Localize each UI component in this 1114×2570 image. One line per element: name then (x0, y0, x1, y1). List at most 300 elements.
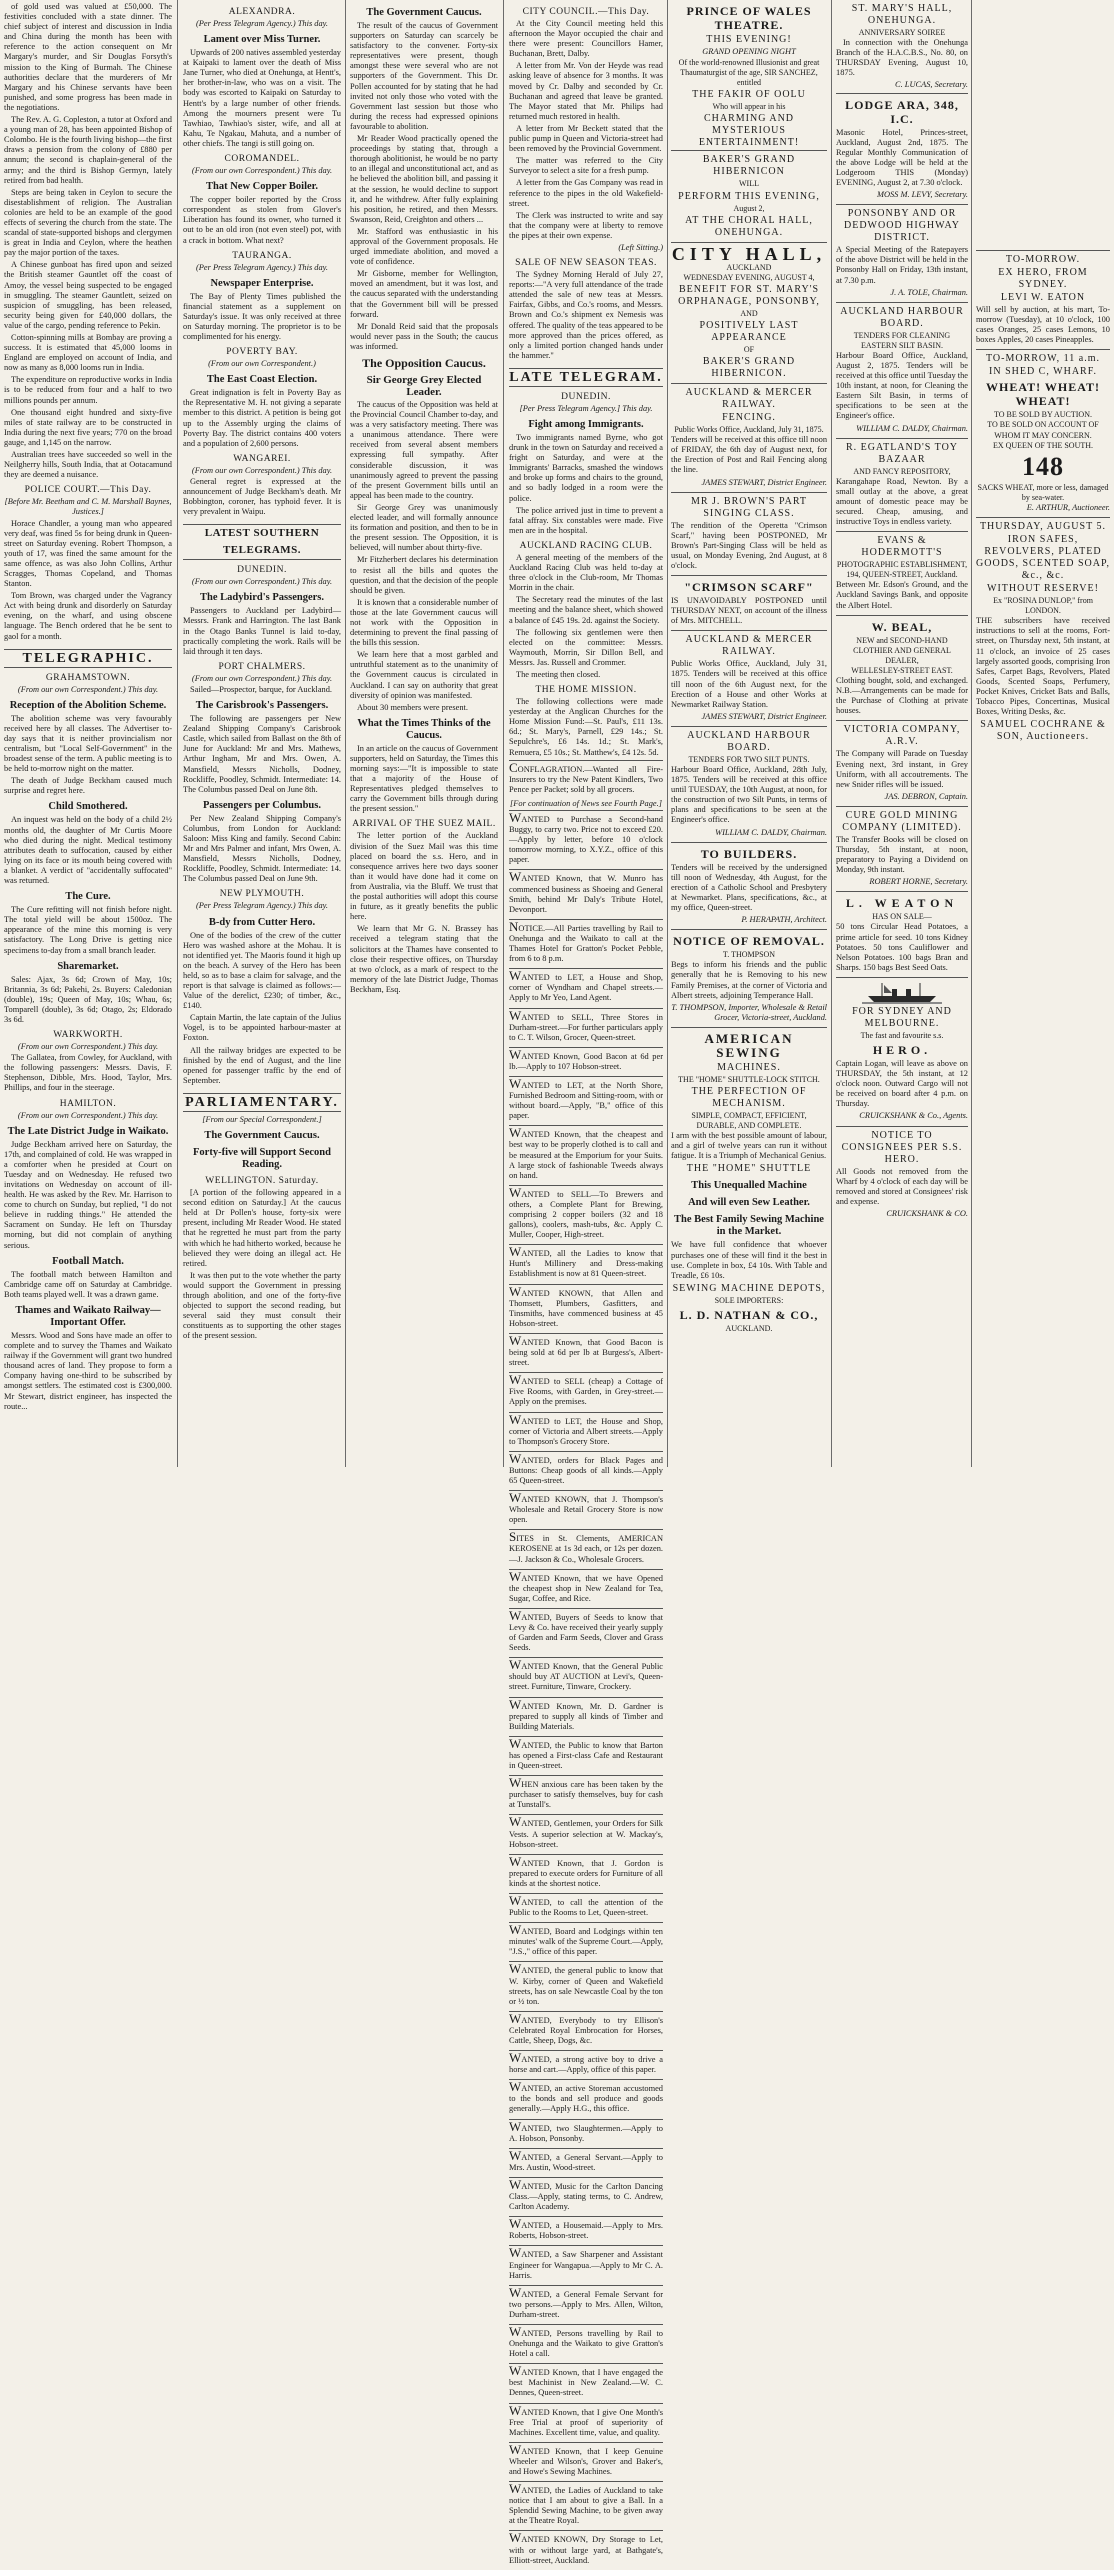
ad-line: The Best Family Sewing Machine in the Market. (674, 1214, 824, 1238)
ad-title: AUCKLAND & MERCER RAILWAY. (685, 634, 813, 658)
classified-ad (509, 919, 663, 968)
ad-text: I arm with the best possible amount of labour, and a girl of twelve years can run it without fatigue. It is a Triumph of Mechanical Genius. (671, 1131, 827, 1161)
ad-text: Will sell by auction, at his mart, To-morrow (Tuesday), at 10 o'clock, 100 cases Oranges, 25 cases Lemons, 10 boxes Apples, 20 cases Pineapples. (976, 305, 1110, 345)
ad-text: All Goods not removed from the Wharf by 4 o'clock of each day will be removed and stored at Consignees' risk and expense. (836, 1166, 968, 1206)
ad-signature: WILLIAM C. DALDY, Chairman. (856, 423, 968, 433)
ad-line: Who will appear in his (712, 102, 786, 112)
paragraph: Mr. Stafford was enthusiastic in his approval of the Government proposals. He urged immediate abolition, and moved a vote of confidence. (350, 226, 498, 267)
paragraph: The meeting then closed. (516, 669, 601, 679)
story-headline: The Government Caucus. (366, 7, 482, 18)
ad-text: WANTED to LET, the House and Shop, corner of Victoria and Albert streets.—Apply to Thompson's Grocery Store. (509, 1411, 663, 1446)
paragraph: We learn that Mr G. N. Brassey has received a telegram stating that the solicitors at the Thames have consented to close their respective offices, on Thursday at two o'clock, as a mark of respect to the memory of the late District Judge, Thomas Beckham, Esq. (350, 924, 498, 994)
paragraph: One of the bodies of the crew of the cutter Hero was washed ashore at the Mohau. It is not identified yet. The Maoris found it high up on the beach. A survey of the Hero has been held, so as to base a claim for salvage, and the report is that salvage is claimed as follows:—Value of the derelict, £230; of timber, &c., £140. (183, 930, 341, 1011)
ad-text: WANTED, the Ladies of Auckland to take notice that I am about to give a Ball. In a Splendid Sewing Machine, to be given away at the Theatre Royal. (509, 2481, 663, 2526)
ad-line: THURSDAY, AUGUST 5. (979, 521, 1107, 533)
paragraph: Captain Martin, the late captain of the Julius Vogel, is to be appointed harbour-master at Foxton. (183, 1013, 341, 1043)
lodge-ad (836, 93, 968, 205)
story-headline: The Carisbrook's Passengers. (195, 700, 329, 712)
paragraph: Great indignation is felt in Poverty Bay as the Representative M. H. not giving a separate member to this district. A petition is being got up to the Assembly urging the claims of Poverty Bay. The district contains 400 voters and a population of 2,600 persons. (183, 388, 341, 448)
paragraph: Upwards of 200 natives assembled yesterday at Kaipaki to lament over the death of Miss Jane Turner, who died at Onehunga, at Hentt's, her brother-in-law, who was on a visit. The body was escorted to Kaipaki on Saturday to Hentt's by a large number of other friends. Among the mourners present were Tu Tawhiao, Tawhiao's sister, wife, and all at Kahu, Te Ngakau, Mahuta, and a number of other chiefs. The tangi is still going on. (183, 48, 341, 148)
classified-ad (509, 1775, 663, 1814)
section-heading: ARRIVAL OF THE SUEZ MAIL. (352, 819, 496, 830)
ad-text: WANTED, a strong active boy to drive a horse and cart.—Apply, office of this paper. (509, 2050, 663, 2075)
city-hall-ad (671, 242, 827, 383)
story-headline: Fight among Immigrants. (528, 419, 644, 430)
ad-text: Clothing bought, sold, and exchanged. N.B.—Arrangements can be made for the Purchase of Clothing at private houses. (836, 676, 968, 716)
ad-line: WILL (739, 179, 759, 189)
ad-text: The Company will Parade on Tuesday Evening next, 3rd instant, in Grey Uniform, with all accoutrements. The new Snider rifles will be issued. (836, 749, 968, 789)
section-heading: NEW PLYMOUTH. (219, 889, 305, 900)
ad-line: IRON SAFES, REVOLVERS, PLATED GOODS, SCENTED SOAP, &c., &c. (976, 534, 1110, 582)
ad-text: NOTICE.—All Parties travelling by Rail to Onehunga and the Waikato to call at the Thames Hotel for Gratton's Pocket Pebble, from 6 to 8 p.m. (509, 918, 663, 964)
ad-text: WANTED, all the Ladies to know that Hunt's Millinery and Dress-making Establishment is now at 81 Queen-street. (509, 1244, 663, 1279)
classified-ad (509, 1412, 663, 1451)
paragraph: At the City Council meeting held this afternoon the Mayor occupied the chair and there were present: Councillors Hamer, Buchanan, Brett, Dalby. (509, 19, 663, 59)
ad-title: NOTICE TO CONSIGNEES PER S.S. HERO. (841, 1129, 963, 1165)
builders-ad (671, 842, 827, 930)
sewing-machine-ad (671, 1027, 827, 1336)
story-headline: Sir George Grey Elected Leader. (366, 374, 482, 398)
paragraph: The police arrived just in time to prevent a fatal affray. Six constables were made. Five men are in the hospital. (509, 505, 663, 535)
classified-ad (509, 1125, 663, 1184)
story-headline: What the Times Thinks of the Caucus. (357, 717, 491, 741)
classified-ad (509, 1372, 663, 1411)
ad-title: "CRIMSON SCARF" (684, 580, 814, 595)
ad-line: 148 (1022, 451, 1064, 481)
paragraph: Sailed—Prospector, barque, for Auckland. (190, 684, 333, 694)
ad-line: PHOTOGRAPHIC ESTABLISHMENT, (836, 560, 968, 570)
theatre-title: PRINCE OF WALES THEATRE. (686, 4, 812, 32)
paragraph: Passengers to Auckland per Ladybird—Messrs. Frank and Harrington. The last Bank in the Otago Banks Tunnel is laid to-day, practically completing the work. Rails will be laid through it ten days. (183, 606, 341, 656)
toy-bazaar-ad (836, 438, 968, 532)
ad-line: CHARMING AND MYSTERIOUS ENTERTAINMENT! (698, 113, 800, 149)
ad-line: WHEAT! WHEAT! WHEAT! (985, 380, 1100, 409)
story-headline: Sharemarket. (57, 960, 119, 972)
ad-line: And will even Sew Leather. (688, 1197, 810, 1209)
ad-text: WANTED, the Public to know that Barton has opened a First-class Cafe and Restaurant in Queen-street. (509, 1735, 663, 1771)
ad-text: Harbour Board Office, Auckland, 28th July, 1875. Tenders will be received at this office until TUESDAY, the 10th August, at noon, for the construction of two Silt Punts, in terms of plans and specifications to be seen at the Engineer's office. (671, 765, 827, 825)
clothier-ad (836, 615, 968, 721)
ad-line: TO-MORROW, 11 a.m. (985, 353, 1101, 365)
ad-text: WANTED Known, that I keep Genuine Wheeler and Wilson's, Grover and Baker's, and Howe's Sewing Machines. (509, 2441, 663, 2476)
paragraph: Cotton-spinning mills at Bombay are proving a success. It is estimated that 45,000 looms in England are employed on account of India, and now as many as 8,000 looms run in India. (4, 333, 172, 373)
ad-line: AT THE CHORAL HALL, ONEHUNGA. (685, 214, 813, 238)
ad-line: This Unequalled Machine (691, 1180, 807, 1192)
paragraph: The Secretary read the minutes of the last meeting and the balance sheet, which showed a balance of £45 19s. 2d. against the Society. (509, 595, 663, 625)
classified-ad (509, 2363, 663, 2402)
ad-line: HERO. (872, 1043, 932, 1057)
ad-text: WANTED, Buyers of Seeds to know that Levy & Co. have received their yearly supply of Garden and Farm Seeds, Clover and Grass Seeds. (509, 1607, 663, 1653)
section-heading: WARKWORTH. (53, 1030, 123, 1041)
ad-text: WANTED Known, Good Bacon at 6d per lb.—Apply to 107 Hobson-street. (509, 1046, 663, 1071)
classified-ad (509, 1736, 663, 1775)
ad-line: AND FANCY REPOSITORY, (853, 466, 951, 476)
section-subheading: (From our own Correspondent.) This day. (191, 673, 333, 683)
ad-title: R. EGATLAND'S TOY BAZAAR (845, 441, 959, 465)
paragraph: Two immigrants named Byrne, who got drunk in the town on Saturday and received a fright on Saturday, and were at the Immigrants' Barracks, smashed the windows and broke up forms and chairs to the ground, and so badly lodged in a room were the police. (509, 433, 663, 503)
ad-title: AMERICAN SEWING (704, 1030, 794, 1060)
section-subheading: (From our own Correspondent.) This day. (17, 1042, 159, 1052)
ad-line: OF (743, 344, 755, 354)
section-subheading: [From our Special Correspondent.] (202, 1114, 322, 1124)
ad-title: AUCKLAND HARBOUR BOARD. (840, 305, 964, 329)
classified-ad (509, 1697, 663, 1736)
paragraph: Mr Reader Wood practically opened the proceedings by stating that, through a thorough abolitionist, he would be no party to an illegal and unconstitutional act, and as he believed the abolition bill, and passing it at the session, he would decline to support it, and he withdrew. After fully explaining his position, he retired, and then Messrs. Swanson, Reid, Creighton and others ... (350, 134, 498, 224)
paragraph: Steps are being taken in Ceylon to secure the disestablishment of religion. The Australian colonies are held to be an example of the good effects of severing the church from the state. The scandal of state-supported bishops and clergymen is great in India and Ceylon, where the heathen pay the major portion of the taxes. (4, 187, 172, 258)
story-headline: Thames and Waikato Railway—Important Offer. (15, 1304, 161, 1328)
classified-ad (509, 1490, 663, 1529)
ad-line: HAS ON SALE— (872, 912, 932, 922)
paragraph: The Clerk was instructed to write and say that the company were at liberty to remove the pipes at their own expense. (509, 210, 663, 240)
column-7 (976, 2, 1110, 1464)
story-headline: Lament over Miss Turner. (203, 34, 321, 46)
section-subheading: (From our own Correspondent.) This day. (191, 465, 333, 475)
section-subheading: (Per Press Telegram Agency.) This day. (195, 19, 329, 28)
classified-ad (509, 2403, 663, 2442)
ad-line: TENDERS FOR CLEANING EASTERN SILT BASIN. (853, 330, 951, 350)
ad-line: THIS EVENING! (706, 34, 792, 45)
ad-line: THE PERFECTION OF MECHANISM. (691, 1085, 807, 1109)
ad-line: AUCKLAND (726, 262, 772, 272)
ad-text: WANTED, Board and Lodgings within ten minutes' walk of the Supreme Court.—Apply, "J.S.," office of this paper. (509, 1922, 663, 1957)
crimson-scarf-ad (671, 575, 827, 630)
paragraph: It is known that a considerable number of those at the late Government caucus will not work with the Opposition in determining to prevent the final passing of the bills this session. (350, 597, 498, 648)
ad-signature: JAMES STEWART, District Engineer. (701, 711, 827, 721)
ad-signature: E. ARTHUR, Auctioneer. (1026, 502, 1110, 512)
ad-text: Public Works Office, Auckland, July 31, 1875. Tenders will be received at this office till noon of the 6th August next, for the Erection of a House and other Works at Newmarket Railway Station. (671, 659, 827, 709)
paragraph: Tom Brown, was charged under the Vagrancy Act with being drunk and disorderly on Saturday evening, on the wharf, and using obscene language. The Bench ordered that he be sent to gaol for a month. (4, 591, 172, 641)
paragraph: Mr Fitzherbert declares his determination to resist all the bills and quotes the question, and that the decision of the people should be given. (350, 555, 498, 595)
section-heading: DUNEDIN. (237, 565, 287, 576)
ad-text: WANTED to SELL—To Brewers and others, a Complete Plant for Brewing, comprising 2 copper boilers (32 and 18 gallons), coolers, mash-tubs, &c. Apply C. Muller, Cooper, High-street. (509, 1184, 663, 1240)
section-heading: AUCKLAND RACING CLUB. (519, 540, 653, 551)
ad-signature: J. A. TOLE, Chairman. (890, 287, 968, 297)
story-headline: The East Coast Election. (206, 374, 318, 386)
classified-ad (509, 1893, 663, 1922)
ad-line: POSITIVELY LAST APPEARANCE (699, 319, 799, 343)
telegraphic-heading: TELEGRAPHIC. (4, 649, 172, 668)
ad-signature: P. HERAPATH, Architect. (741, 915, 827, 925)
ad-text: Harbour Board Office, Auckland, August 2, 1875. Tenders will be received at this office until Tuesday the 10th instant, at noon, for Cleaning the Eastern Silt Basin, in terms of specifications to be seen at the Engineer's office. (836, 350, 968, 421)
ad-text: WANTED Known, that the cheapest and best way to be properly clothed is to call and be measured at the Emporium for your Suits. A large stock of fashionable Tweeds always on hand. (509, 1125, 663, 1180)
section-heading: CITY COUNCIL.—This Day. (522, 7, 650, 17)
photographic-ad (836, 531, 968, 614)
paragraph: A letter from Mr Beckett stated that the public pump in Queen and Victoria-street had been removed by the Provincial Government. (509, 123, 663, 154)
paragraph: Mr Donald Reid said that the proposals would never pass in the South; the caucus was informed. (350, 321, 498, 351)
ad-title: AUCKLAND & MERCER RAILWAY. (685, 387, 813, 411)
ad-line: FENCING. (722, 412, 776, 424)
ad-text: CONFLAGRATION.—Wanted all Fire-Insurers to try the New Patent Kindlers, Two Pence per Packet; sold by all grocers. (509, 759, 663, 794)
ad-signature: CRUICKSHANK & CO. (886, 1208, 968, 1218)
ad-text: WANTED KNOWN, that Allen and Thomsett, Plumbers, Gasfitters, and Tinsmiths, have commenced business at 45 Hobson-street. (509, 1283, 663, 1328)
classified-ad (509, 1569, 663, 1608)
parliamentary-heading: PARLIAMENTARY. (183, 1093, 341, 1112)
ad-text: WANTED to SELL (cheap) a Cottage of Five Rooms, with Garden, in Grey-street.—Apply on the premises. (509, 1372, 663, 1407)
volunteer-company-ad (836, 720, 968, 805)
classified-ad (509, 2119, 663, 2148)
harbour-board-ad (836, 302, 968, 438)
ad-text: Karangahape Road, Newton. By a small outlay at the above, a great amount of domestic peace may be secured. Cheap, amusing, and instructive Toys in endless variety. (836, 476, 968, 527)
ad-text: We have full confidence that whoever purchases one of these will find it the best in use. Complete in box, £4 10s. With Table and Treadle, £6 10s. (671, 1240, 827, 1280)
story-headline: The Ladybird's Passengers. (200, 592, 324, 604)
ad-line: Public Works Office, Auckland, July 31, 1875. (674, 425, 824, 435)
ad-line: THE "HOME" SHUTTLE (686, 1163, 812, 1175)
section-heading: DUNEDIN. (561, 391, 611, 402)
ad-text: WHEN anxious care has been taken by the purchaser to satisfy themselves, buy for cash at Tunstall's. (509, 1775, 663, 1810)
paragraph: All the railway bridges are expected to be finished by the end of August, and the line opened for passenger traffic by the end of September. (183, 1045, 341, 1085)
column-3 (350, 2, 498, 1464)
section-heading: SALE OF NEW SEASON TEAS. (515, 258, 657, 269)
ad-text: Between Mr. Edson's Ground, and the Auckland Savings Bank, and opposite the Albert Hotel. (836, 580, 968, 610)
paragraph: It was then put to the vote whether the party would support the Government in pressing through abolition, and one of the forty-five objected to support the second reading, but several said they must consult their constituents as to supporting the other stages of the present session. (183, 1270, 341, 1341)
ad-text: WANTED, two Slaughtermen.—Apply to A. Hobson, Ponsonby. (509, 2118, 663, 2143)
ad-line: TO-MORROW. (1005, 254, 1081, 265)
column-rule (831, 0, 832, 1467)
section-heading: GRAHAMSTOWN. (45, 672, 131, 683)
paragraph: Australian trees have succeeded so well in the Neilgherry hills, South India, that at Ootacamund they are deemed a nuisance. (4, 450, 172, 480)
left-sitting-note: (Left Sitting.) (618, 242, 663, 252)
ad-text: Tenders will be received by the undersigned till noon of Wednesday, 4th August, for the erection of a Catholic School and Presbytery at Newmarket. Plans, specifications, &c., at my office, Queen-street. (671, 862, 827, 913)
ad-text: WANTED, a Housemaid.—Apply to Mrs. Roberts, Hobson-street. (509, 2216, 663, 2241)
ad-text: WANTED Known, Mr. D. Gardner is prepared to supply all kinds of Timber and Building Materials. (509, 1696, 663, 1731)
auction-ad (976, 250, 1110, 349)
paragraph: A general meeting of the members of the Auckland Racing Club was held to-day at three o'clock in the Club-room, Mr Thomas Morrin in the chair. (509, 552, 663, 593)
ad-text: WANTED to Purchase a Second-hand Buggy, to carry two. Price not to exceed £20.—Apply by letter, before 10 o'clock tomorrow morning, to X.Y.Z., office of this paper. (509, 810, 663, 865)
section-heading: TAURANGA. (232, 250, 292, 261)
ad-title: VICTORIA COMPANY, A.R.V. (843, 724, 961, 748)
ad-signature: JAMES STEWART, District Engineer. (701, 477, 827, 487)
singing-class-ad (671, 492, 827, 575)
ad-text: WANTED KNOWN, that J. Thompson's Wholesale and Retail Grocery Store is now open. (509, 1490, 663, 1525)
paragraph: The caucus of the Opposition was held at the Provincial Council Chamber to-day, and was a very satisfactory meeting. There was a unanimous attendance. There were received from several absent members expressing full sympathy. After considerable discussion, it was unanimously agreed to prevent the passing of the present Government bills until an appeal has been made to the country. (350, 400, 498, 500)
baker-ad (671, 150, 827, 241)
ad-signature: CRUICKSHANK & Co., Agents. (859, 1111, 968, 1121)
ad-line: BENEFIT FOR ST. MARY'S ORPHANAGE, PONSONBY, (678, 283, 820, 307)
paragraph: Mr Gisborne, member for Wellington, moved an amendment, but it was lost, and the caucus separated with the understanding that the Government bill will be pressed forward. (350, 269, 498, 319)
ad-line: WITHOUT RESERVE! (987, 583, 1099, 595)
ad-text: WANTED, a Saw Sharpener and Assistant Engineer for Wangapua.—Apply to Mr C. A. Harris. (509, 2245, 663, 2280)
paragraph: A letter from Mr. Von der Heyde was read asking leave of absence for 3 months. It was moved by Cr. Dalby and seconded by Cr. Buchanan and agreed that leave be granted. The Mayor stated that Mr. Philips had returned much restored in health. (509, 61, 663, 121)
classified-ad (509, 968, 663, 1007)
paragraph: We learn here that a most garbled and untruthful statement as to the unanimity of the Government caucus is circulated in Auckland. I can say on authority that great diversity of opinion was manifested. (350, 650, 498, 700)
paragraph: About 30 members were present. (357, 702, 468, 712)
ad-line: BAKER'S GRAND HIBERNICON. (702, 356, 796, 380)
ad-text: Begs to inform his friends and the public generally that he is Removing to his new Family Premises, at the corner of Victoria and Albert streets, adjoining Temperance Hall. (671, 960, 827, 1000)
story-headline: Passengers per Columbus. (203, 799, 321, 811)
paragraph: The copper boiler reported by the Cross correspondent as stolen from Glover's Liberation has found its owner, who turned it out to be an old iron (not even steel) pot, with a crack in bottom. What next? (183, 195, 341, 245)
story-headline: The Government Caucus. (204, 1130, 320, 1142)
classified-ad (509, 810, 663, 869)
paragraph: General regret is expressed at the announcement of Judge Beckham's death. Mr Bobbington, coroner, has typhoid fever. It is very prevalent in Waipu. (183, 476, 341, 517)
classified-ad (509, 1608, 663, 1657)
ad-text: Masonic Hotel, Princes-street, Auckland, August 2nd, 1875. The Regular Monthly Communication of the above Lodge will be held at the Lodgeroom THIS (Monday) EVENING, August 2, at 7.30 o'clock. (836, 127, 968, 188)
classified-ad (509, 2245, 663, 2284)
ad-line: IN SHED C, WHARF. (989, 366, 1097, 378)
story-headline: The Cure. (65, 891, 111, 903)
paragraph: The following are passengers per New Zealand Shipping Company's Carisbrook Castle, which sailed from Ballast on the 8th of June for Auckland: Mr and Mrs. Mathews, Arthur Ingham, Mr and Mrs. Owen, A. Mansfield, Messrs Nicholls, Dodney, Rockliffe, Poodley, Schmidt. Intermediate: 14. The Columbus passed Deal on June 8th. (183, 714, 341, 794)
ad-title: AUCKLAND HARBOUR BOARD. (687, 729, 811, 753)
ad-line: PERFORM THIS EVENING, (678, 190, 820, 202)
ad-title: LODGE ARA, 348, I.C. (845, 97, 959, 126)
ad-text: WANTED, Music for the Carlton Dancing Class.—Apply, stating terms, to C. Andrew, Carlton Academy. (509, 2176, 663, 2212)
ad-line: Of the world-renowned Illusionist and great Thaumaturgist of the age, SIR SANCHEZ, entitled (678, 58, 820, 88)
column-2 (183, 2, 341, 1464)
ad-text: WANTED Known, that we have Opened the cheapest shop in New Zealand for Tea, Sugar, Coffee, and Rice. (509, 1568, 663, 1603)
story-headline: The Late District Judge in Waikato. (7, 1125, 169, 1137)
section-heading: THE HOME MISSION. (535, 685, 637, 696)
ad-line: SEWING MACHINE DEPOTS, (672, 1282, 826, 1294)
classified-ad (509, 2050, 663, 2079)
steamer-ad (836, 977, 968, 1126)
section-heading: POLICE COURT.—This Day. (24, 485, 152, 496)
ad-text: WANTED, a General Servant.—Apply to Mrs. Austin, Wood-street. (509, 2147, 663, 2172)
column-rule (667, 0, 668, 1467)
highway-district-ad (836, 204, 968, 301)
classified-ad (509, 1854, 663, 1893)
ad-text: A Special Meeting of the Ratepayers of the above District will be held in the Ponsonby Hall on Friday, 13th instant, at 7.30 p.m. (836, 245, 968, 285)
ad-line: WEDNESDAY EVENING, AUGUST 4, (683, 272, 815, 282)
ad-line: T. THOMPSON (722, 950, 776, 960)
classified-ad (509, 1657, 663, 1696)
railway-tender-ad (671, 630, 827, 726)
ad-signature: JAS. DEBRON, Captain. (884, 791, 968, 801)
ad-signature: MOSS M. LEVY, Secretary. (876, 190, 968, 200)
ad-line: NEW and SECOND-HAND CLOTHIER AND GENERAL DEALER, (853, 635, 951, 665)
section-subheading: [Per Press Telegram Agency.] This day. (519, 403, 653, 413)
paragraph: Messrs. Wood and Sons have made an offer to complete and to survey the Thames and Waikato railway if the Government will grant two hundred thousand acres of land. They propose to form a Company having one-third to be subscribed by amongst settlers. The estimated cost is £300,000. Mr Stewart, district engineer, has inspected the route... (4, 1330, 172, 1411)
ad-line: August 2, (733, 203, 765, 213)
ad-line: EX HERO, FROM SYDNEY. (998, 267, 1088, 290)
classified-ad (509, 1185, 663, 1244)
section-heading: WELLINGTON. Saturday. (205, 1176, 319, 1187)
story-headline: Football Match. (52, 1255, 124, 1267)
ad-text: WANTED Known, that the General Public should buy AT AUCTION at Levi's, Queen-street. Furniture, Tinware, Crockery. (509, 1657, 663, 1692)
paragraph: The Cure refitting will not finish before night. The total yield will be about 1500oz. The appearance of the mine this morning is very satisfactory. The Long Drive is getting nice specimens to-day from a small branch leader. (4, 905, 172, 955)
classified-ad (509, 2177, 663, 2216)
column-rule (345, 0, 346, 1467)
classified-ad (509, 869, 663, 918)
ad-text: WANTED to LET, a House and Shop, corner of Wyndham and Chapel streets.—Apply to Mr Yeo, Land Agent. (509, 968, 663, 1003)
ad-text: WANTED Known, that J. Gordon is prepared to execute orders for Furniture of all kinds at the shortest notice. (509, 1853, 663, 1888)
ad-line: L. D. NATHAN & CO., (679, 1307, 819, 1322)
section-subheading: (Per Press Telegram Agency.) This day. (195, 901, 329, 911)
column-6 (836, 2, 968, 1464)
story-headline: B-dy from Cutter Hero. (208, 916, 316, 928)
classified-ad (509, 2148, 663, 2177)
ad-line: TO BE SOLD ON ACCOUNT OF WHOM IT MAY CONCERN. (987, 420, 1099, 440)
ad-title: BAKER'S GRAND HIBERNICON (702, 154, 796, 178)
column-5 (671, 2, 827, 1464)
ad-title: PONSONBY AND OR DEDWOOD HIGHWAY DISTRICT. (843, 208, 960, 244)
classified-ad (509, 2011, 663, 2050)
paragraph: A letter from the Gas Company was read in reference to the pipes in the old Wakefield-street. (509, 178, 663, 208)
section-subheading: (From our own Correspondent.) This day. (191, 577, 333, 587)
paragraph: Judge Beckham arrived here on Saturday, the 17th, and complained of cold. He was wrapped in a comforter when he presided at Court on Tuesday and on Wednesday. He refused two invitations on Wednesday on account of ill-health. He was asked by the Rev. Mr. Harrison to come to church on Sunday, but replied, "I do not believe in rudding things." He attended the Sacrament on Sunday. He left on Thursday morning, but did not complain of anything serious. (4, 1139, 172, 1250)
paragraph: The Gallatea, from Cowley, for Auckland, with the following passengers: Messrs. Davis, F. Stephenson, Dibble, Mrs. Hood, Taylor, Mrs. Phillips, and four in the steerage. (4, 1053, 172, 1093)
paragraph: The Bay of Plenty Times published the financial statement as a supplement on Saturday's issue. It was only received at three on Saturday morning. The proprietor is to be complimented for his energy. (183, 291, 341, 342)
paragraph: Horace Chandler, a young man who appeared very deaf, was fined 5s for being drunk in Queen-street on Saturday evening. Robert Thompson, a youth of 17, was fined the same amount for the same offence, as was also John Collins, Arthur Scragges, Thomas Copeland, and Thomas Stanton. (4, 518, 172, 589)
classified-ad (509, 1244, 663, 1283)
ad-line: Ex "ROSINA DUNLOP," from LONDON. (993, 596, 1093, 616)
section-subheading: (From our own Correspondent.) (208, 359, 316, 369)
ad-text: WANTED, the general public to know that W. Kirby, corner of Queen and Wakefield streets, has on sale Newcastle Coal by the ton or ½ ton. (509, 1961, 663, 2006)
paragraph: The football match between Hamilton and Cambridge came off on Saturday at Cambridge. Both teams played well. It was a drawn game. (4, 1269, 172, 1299)
ad-line: AND (740, 308, 758, 318)
paragraph: A Chinese gunboat has fired upon and seized the British steamer Gauntlet off the coast of Amoy, the vessel being suspected to be engaged in smuggling. The steamer Gauntlett, seized on suspicion of smuggling, has been released, security being given for £40,000 dollars, the value of the cargo, pending reference to Pekin. (4, 260, 172, 330)
section-heading: ALEXANDRA. (228, 7, 296, 17)
paragraph: The abolition scheme was very favourably received here by all classes. The Advertiser to-day says that it is neither provincialism nor centralism, but "Local Self-Government" in the broadest sense of the term. A public meeting is to be held to-morrow night on the matter. (4, 713, 172, 774)
ad-title: ST. MARY'S HALL, ONEHUNGA. (851, 3, 953, 26)
latest-telegrams-heading: LATEST SOUTHERN TELEGRAMS. (183, 524, 341, 560)
paragraph: The death of Judge Beckham caused much surprise and regret here. (4, 776, 172, 796)
section-subheading: (Per Press Telegram Agency.) This day. (195, 262, 329, 272)
late-telegram-heading: LATE TELEGRAM. (509, 369, 663, 385)
ad-line: GRAND OPENING NIGHT (702, 47, 796, 56)
ad-signature: C. LUCAS, Secretary. (895, 80, 968, 90)
classified-ad (509, 1961, 663, 2010)
railway-fencing-ad (671, 383, 827, 492)
paragraph: of gold used was valued at £50,000. The festivities concluded with a state dinner. The chief subject of interest and discussion in India and China during the month has been with reference to the action consequent on Mr Margary's murder, and Sir Douglas Forsyth's mission to the King of Burmah. The Chinese authorities declare that the murderers of Mr Margary and his Chinese servants have been punished, and some progress has been made in the negotiations. (4, 2, 172, 112)
ad-signature: ROBERT HORNE, Secretary. (869, 877, 968, 887)
ad-line: TENDERS FOR TWO SILT PUNTS. (688, 754, 810, 764)
paragraph: An inquest was held on the body of a child 2½ months old, the daughter of Mr Curtis Moore who died during the night. Medical testimony attributes death to suffocation, caused by either lying on its face or its mouth being covered with a blanket. A verdict of "accidentally suffocated" was returned. (4, 815, 172, 886)
paragraph: The letter portion of the Auckland division of the Suez Mail was this time placed on board the s.s. Hero, and in consequence arrives here two days sooner than it would have done had it come on from Australia, via the Bluff. We trust that the postal authorities will adopt this course in future, as it greatly benefits the public here. (350, 831, 498, 922)
ad-text: WANTED to LET, at the North Shore, Furnished Bedroom and Sitting-room, with or without board.—Apply, "B," office of this paper. (509, 1075, 663, 1121)
ad-line: THE FAKIR OF OOLU (692, 89, 806, 101)
story-headline: That New Copper Boiler. (205, 181, 318, 193)
section-subheading: (From our own Correspondent.) This day. (17, 684, 159, 694)
removal-notice-ad (671, 929, 827, 1027)
ad-title: TO BUILDERS. (700, 846, 798, 861)
ad-signature: SAMUEL COCHRANE & SON, Auctioneers. (980, 719, 1106, 743)
ad-text: The rendition of the Operetta "Crimson Scarf," having been POSTPONED, Mr Brown's Part-Singing Class will be held as usual, on Monday Evening, 2nd August, at 8 o'clock. (671, 520, 827, 570)
ad-title: MR J. BROWN'S PART SINGING CLASS. (690, 495, 808, 519)
classified-ad (509, 2285, 663, 2324)
story-headline: Child Smothered. (48, 801, 128, 813)
paragraph: The Sydney Morning Herald of July 27, reports:—"A very full attendance of the trade attended the sale of new teas at Messrs. Fairfax, Gibbs, and Co.'s rooms, and Messrs. Brown and Co.'s shipment ex Nemesis was offered. The quality of the teas appeared to be more approved than the prices offered, as only a limited portion changed hands under the hammer." (509, 270, 663, 360)
ad-line: ANNIVERSARY SOIREE (858, 28, 946, 37)
ad-title: EVANS & HODERMOTT'S (861, 535, 943, 559)
ad-line: WELLESLEY-STREET EAST. (851, 665, 953, 675)
ad-text: The Transfer Books will be closed on Thursday, 5th instant, at noon, preparatory to Paying a Dividend on Monday, 9th instant. (836, 834, 968, 875)
classified-ad (509, 1008, 663, 1047)
steamship-icon (862, 982, 942, 1004)
ad-text: WANTED, Gentlemen, your Orders for Silk Vests. A superior selection at W. Mackay's, Hobson-street. (509, 1814, 663, 1849)
ad-line: THE "HOME" SHUTTLE-LOCK STITCH. (678, 1074, 820, 1084)
consignees-notice-ad (836, 1126, 968, 1223)
paragraph: The following six gentlemen were then elected on the committee: Messrs. Waymouth, Morrin, Sir Dillon Bell, and Messrs. Jas. Russell and Crommer. (509, 627, 663, 667)
ad-title: NOTICE OF REMOVAL. (673, 934, 825, 949)
section-subheading: [Before Mr. Beetham and C. M. Marshall Baynes, Justices.] (4, 497, 172, 517)
paragraph: Sales: Ajax, 3s 6d; Crown of May, 10s; Britannia, 3s 6d; Pakehi, 2s. Buyers: Caledonian (double), 19s; Queen of May, 10s; Whau, 6s; Tomparell (double), 3s 6d; Otago, 2s; Eldorado 3s 6d. (4, 974, 172, 1024)
ad-signature: T. THOMPSON, Importer, Wholesale & Retail Grocer, Victoria-street, Auckland. (671, 1002, 827, 1022)
column-1 (4, 2, 172, 1464)
ad-text: WANTED Known, that W. Munro has commenced business as Shoeing and General Smith, behind Mr Daly's Tribute Hotel, Devonport. (509, 869, 663, 914)
ad-text: WANTED, Persons travelling by Rail to Onehunga and the Waikato to give Gratton's Hotel a call. (509, 2323, 663, 2359)
ad-text: WANTED to SELL, Three Stores in Durham-street.—For further particulars apply to C. T. Wilson, Grocer, Queen-street. (509, 1007, 663, 1042)
ad-text: 50 tons Circular Head Potatoes, a prime article for seed. 10 tons Kidney Potatoes. 50 tons Cauliflower and Nelson Potatoes. 100 bags Bran and Sharps. 150 bags Best Seed Oats. (836, 922, 968, 972)
ad-line: MACHINES. (717, 1061, 781, 1073)
column-rule (971, 0, 972, 1467)
ad-line: SOLE IMPORTERS: (714, 1295, 784, 1305)
ad-line: The fast and favourite s.s. (860, 1030, 944, 1040)
ad-title: L. WEATON (845, 896, 959, 911)
classified-ad (509, 2442, 663, 2481)
classified-ad (509, 2481, 663, 2530)
paragraph: Per New Zealand Shipping Company's Columbus, from London for Auckland: Saloon: Miss King and family. Second Cabin: Mr and Mrs Palmer and infant, Mrs Owen, A. Mansfield, Messrs Nicholls, Dodney, Rockliffe, Poodley, Schmidt. Intermediate: 14. The Columbus passed Deal on June 9th. (183, 813, 341, 884)
story-headline: Reception of the Abolition Scheme. (9, 699, 167, 711)
safes-auction-ad (976, 517, 1110, 746)
